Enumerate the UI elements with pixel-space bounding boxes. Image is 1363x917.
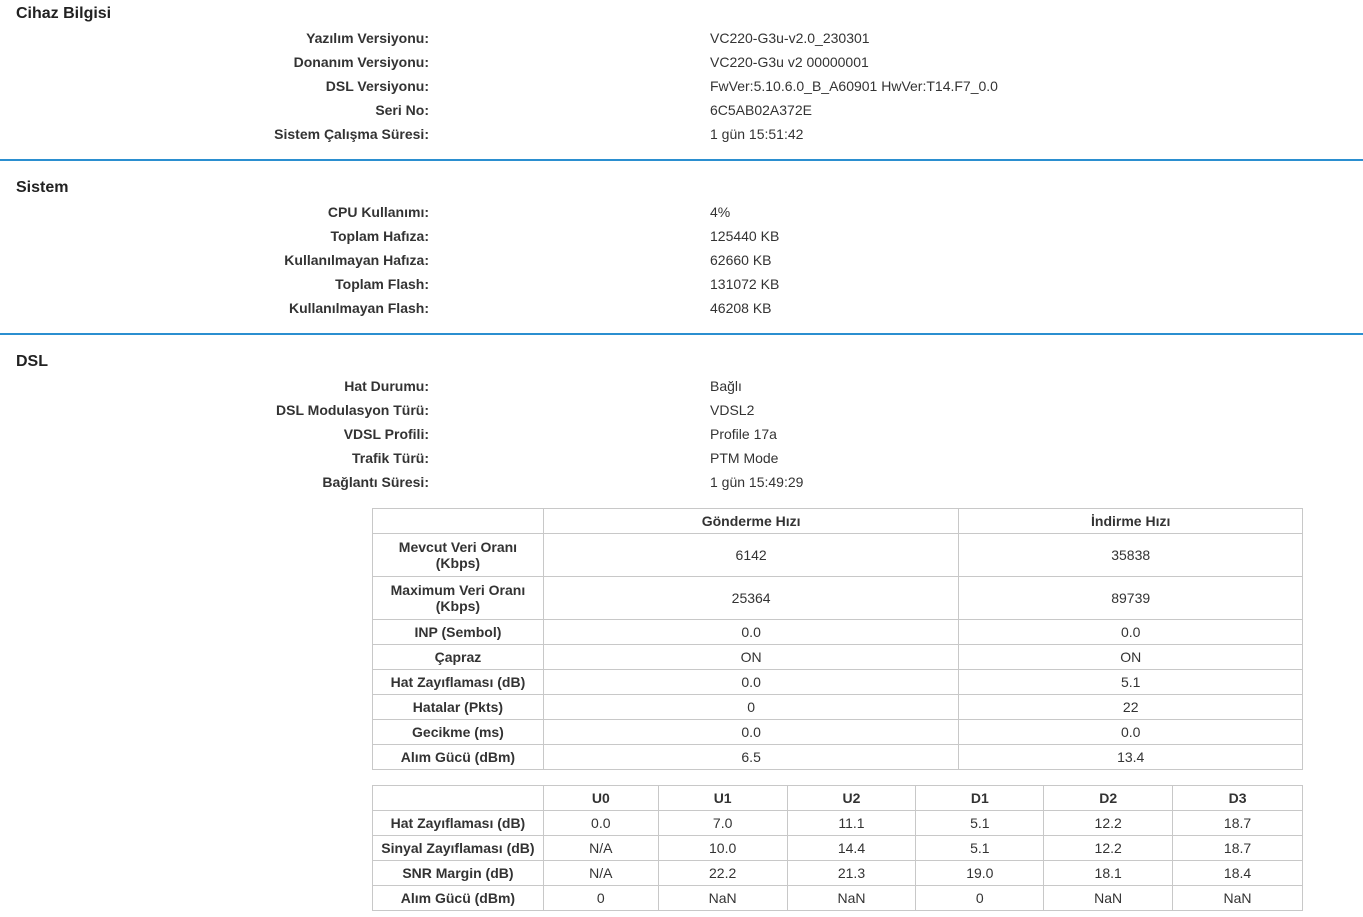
kv-label: Seri No: bbox=[375, 102, 429, 118]
kv-value: Bağlı bbox=[710, 378, 742, 394]
table-cell: 0.0 bbox=[543, 670, 959, 695]
table-row bbox=[373, 620, 1303, 645]
table-cell: NaN bbox=[787, 886, 916, 911]
row-label: Hat Zayıflaması (dB) bbox=[373, 811, 544, 836]
dsl-rate-table bbox=[372, 508, 1303, 770]
kv-value: PTM Mode bbox=[710, 450, 779, 466]
kv-row bbox=[0, 378, 1100, 402]
row-label: Gecikme (ms) bbox=[373, 720, 544, 745]
row-label: Mevcut Veri Oranı (Kbps) bbox=[373, 534, 544, 577]
section-title-dsl: DSL bbox=[16, 353, 48, 370]
kv-label: Toplam Hafıza: bbox=[330, 228, 429, 244]
table-cell: 0.0 bbox=[959, 620, 1303, 645]
table-cell: 0.0 bbox=[543, 620, 959, 645]
table-header: U1 bbox=[658, 786, 787, 811]
table-row bbox=[373, 811, 1303, 836]
table-row bbox=[373, 836, 1303, 861]
table-cell: 0.0 bbox=[959, 720, 1303, 745]
table-cell: 18.4 bbox=[1173, 861, 1303, 886]
table-cell: 18.7 bbox=[1173, 836, 1303, 861]
table-row bbox=[373, 861, 1303, 886]
table-cell: 21.3 bbox=[787, 861, 916, 886]
table-cell: 22.2 bbox=[658, 861, 787, 886]
table-cell: 0 bbox=[916, 886, 1044, 911]
kv-row bbox=[0, 102, 1100, 126]
kv-label: DSL Versiyonu: bbox=[325, 78, 429, 94]
kv-label: CPU Kullanımı: bbox=[327, 204, 429, 220]
kv-label: VDSL Profili: bbox=[343, 426, 429, 442]
table-cell: 12.2 bbox=[1044, 811, 1173, 836]
kv-label: Toplam Flash: bbox=[335, 276, 429, 292]
table-header bbox=[373, 786, 544, 811]
table-cell: N/A bbox=[543, 836, 658, 861]
table-header: U2 bbox=[787, 786, 916, 811]
table-cell: 10.0 bbox=[658, 836, 787, 861]
kv-value: VC220-G3u-v2.0_230301 bbox=[710, 30, 870, 46]
kv-value: VDSL2 bbox=[710, 402, 755, 418]
kv-label: Sistem Çalışma Süresi: bbox=[274, 126, 429, 142]
kv-row bbox=[0, 54, 1100, 78]
row-label: Alım Gücü (dBm) bbox=[373, 745, 544, 770]
table-cell: 6142 bbox=[543, 534, 959, 577]
table-row bbox=[373, 645, 1303, 670]
kv-row bbox=[0, 204, 1100, 228]
section-title-system: Sistem bbox=[16, 179, 69, 196]
table-cell: 11.1 bbox=[787, 811, 916, 836]
kv-value: 46208 KB bbox=[710, 300, 772, 316]
kv-label: DSL Modulasyon Türü: bbox=[276, 402, 429, 418]
row-label: Çapraz bbox=[373, 645, 544, 670]
section-title-device: Cihaz Bilgisi bbox=[16, 5, 112, 22]
table-cell: 0 bbox=[543, 886, 658, 911]
kv-row bbox=[0, 126, 1100, 150]
table-cell: 25364 bbox=[543, 577, 959, 620]
table-cell: 5.1 bbox=[959, 670, 1303, 695]
table-cell: 22 bbox=[959, 695, 1303, 720]
kv-label: Donanım Versiyonu: bbox=[293, 54, 429, 70]
kv-label: Kullanılmayan Hafıza: bbox=[284, 252, 429, 268]
row-label: Alım Gücü (dBm) bbox=[373, 886, 544, 911]
table-cell: 0 bbox=[543, 695, 959, 720]
kv-value: 131072 KB bbox=[710, 276, 780, 292]
row-label: INP (Sembol) bbox=[373, 620, 544, 645]
kv-label: Kullanılmayan Flash: bbox=[288, 300, 429, 316]
table-cell: 5.1 bbox=[916, 836, 1044, 861]
kv-row bbox=[0, 252, 1100, 276]
table-header: D3 bbox=[1173, 786, 1303, 811]
table-header-row bbox=[373, 509, 1303, 534]
kv-label: Yazılım Versiyonu: bbox=[306, 30, 429, 46]
table-row bbox=[373, 720, 1303, 745]
row-label: SNR Margin (dB) bbox=[373, 861, 544, 886]
table-row bbox=[373, 745, 1303, 770]
row-label: Sinyal Zayıflaması (dB) bbox=[373, 836, 544, 861]
kv-row bbox=[0, 228, 1100, 252]
table-cell: 12.2 bbox=[1044, 836, 1173, 861]
table-cell: 14.4 bbox=[787, 836, 916, 861]
table-row bbox=[373, 886, 1303, 911]
table-cell: 13.4 bbox=[959, 745, 1303, 770]
table-cell: 18.1 bbox=[1044, 861, 1173, 886]
table-cell: NaN bbox=[658, 886, 787, 911]
kv-value: 1 gün 15:49:29 bbox=[710, 474, 804, 490]
kv-value: 4% bbox=[710, 204, 731, 220]
kv-value: 62660 KB bbox=[710, 252, 772, 268]
kv-value: Profile 17a bbox=[710, 426, 777, 442]
table-header bbox=[373, 509, 544, 534]
section-divider bbox=[0, 159, 1363, 161]
kv-row bbox=[0, 450, 1100, 474]
table-row bbox=[373, 534, 1303, 577]
table-cell: NaN bbox=[1173, 886, 1303, 911]
kv-row bbox=[0, 276, 1100, 300]
dsl-band-table bbox=[372, 785, 1303, 911]
table-cell: 35838 bbox=[959, 534, 1303, 577]
kv-row bbox=[0, 474, 1100, 498]
kv-value: 1 gün 15:51:42 bbox=[710, 126, 804, 142]
table-cell: 0.0 bbox=[543, 811, 658, 836]
kv-row bbox=[0, 402, 1100, 426]
kv-value: FwVer:5.10.6.0_B_A60901 HwVer:T14.F7_0.0 bbox=[710, 78, 998, 94]
table-cell: 89739 bbox=[959, 577, 1303, 620]
table-cell: 19.0 bbox=[916, 861, 1044, 886]
kv-row bbox=[0, 426, 1100, 450]
table-header: U0 bbox=[543, 786, 658, 811]
kv-value: 125440 KB bbox=[710, 228, 780, 244]
table-header: D1 bbox=[916, 786, 1044, 811]
row-label: Maximum Veri Oranı (Kbps) bbox=[373, 577, 544, 620]
table-row bbox=[373, 670, 1303, 695]
table-header-row bbox=[373, 786, 1303, 811]
row-label: Hat Zayıflaması (dB) bbox=[373, 670, 544, 695]
table-cell: 0.0 bbox=[543, 720, 959, 745]
kv-label: Bağlantı Süresi: bbox=[322, 474, 429, 490]
table-cell: N/A bbox=[543, 861, 658, 886]
table-row bbox=[373, 577, 1303, 620]
section-divider bbox=[0, 333, 1363, 335]
kv-row bbox=[0, 300, 1100, 324]
table-header: Gönderme Hızı bbox=[543, 509, 959, 534]
kv-value: VC220-G3u v2 00000001 bbox=[710, 54, 869, 70]
table-header: İndirme Hızı bbox=[959, 509, 1303, 534]
kv-value: 6C5AB02A372E bbox=[710, 102, 812, 118]
table-row bbox=[373, 695, 1303, 720]
row-label: Hatalar (Pkts) bbox=[373, 695, 544, 720]
table-cell: 6.5 bbox=[543, 745, 959, 770]
table-cell: NaN bbox=[1044, 886, 1173, 911]
kv-row bbox=[0, 30, 1100, 54]
kv-row bbox=[0, 78, 1100, 102]
kv-label: Hat Durumu: bbox=[344, 378, 429, 394]
table-header: D2 bbox=[1044, 786, 1173, 811]
table-cell: ON bbox=[959, 645, 1303, 670]
table-cell: 7.0 bbox=[658, 811, 787, 836]
table-cell: 5.1 bbox=[916, 811, 1044, 836]
table-cell: 18.7 bbox=[1173, 811, 1303, 836]
table-cell: ON bbox=[543, 645, 959, 670]
kv-label: Trafik Türü: bbox=[351, 450, 429, 466]
